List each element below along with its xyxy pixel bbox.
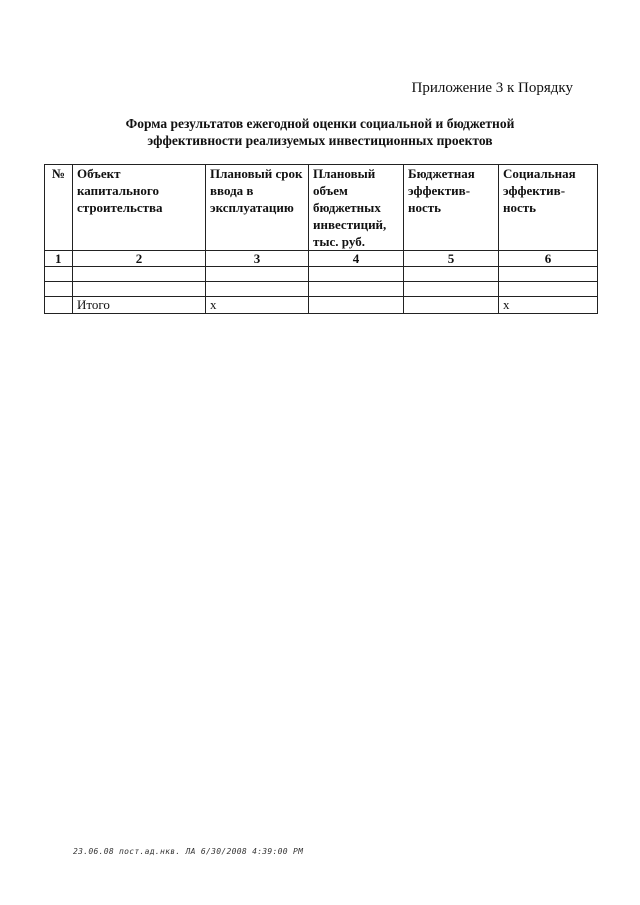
column-number: 3: [206, 251, 309, 267]
column-header-budget-investment: Плановый объем бюджетных инвестиций, тыс. руб.: [309, 165, 404, 251]
column-header-object: Объект капитального строительства: [73, 165, 206, 251]
form-title-line-2: эффективности реализуемых инвестиционных проектов: [147, 133, 493, 148]
total-cell: х: [206, 297, 309, 314]
total-cell: [309, 297, 404, 314]
column-header-social-efficiency: Социальная эффектив-ность: [499, 165, 598, 251]
column-number: 6: [499, 251, 598, 267]
column-header-number: №: [45, 165, 73, 251]
column-header-commissioning-date: Плановый срок ввода в эксплуатацию: [206, 165, 309, 251]
annex-label: Приложение 3 к Порядку: [411, 80, 573, 96]
form-title-line-1: Форма результатов ежегодной оценки социальной и бюджетной: [125, 116, 515, 131]
document-footer-stamp: 23.06.08 пост.ад.нкв. ЛА 6/30/2008 4:39:00 PM: [73, 847, 304, 856]
column-number: 4: [309, 251, 404, 267]
total-label: Итого: [73, 297, 206, 314]
total-cell: [404, 297, 499, 314]
empty-row: [45, 282, 598, 297]
column-number: 2: [73, 251, 206, 267]
column-number-row: [45, 251, 598, 267]
header-row: [45, 165, 598, 251]
column-header-budget-efficiency: Бюджетная эффектив-ность: [404, 165, 499, 251]
total-cell: х: [499, 297, 598, 314]
column-number: 1: [45, 251, 73, 267]
form-title: [60, 115, 580, 149]
results-table: [44, 164, 598, 314]
column-number: 5: [404, 251, 499, 267]
total-cell: [45, 297, 73, 314]
total-row: [45, 297, 598, 314]
empty-row: [45, 267, 598, 282]
